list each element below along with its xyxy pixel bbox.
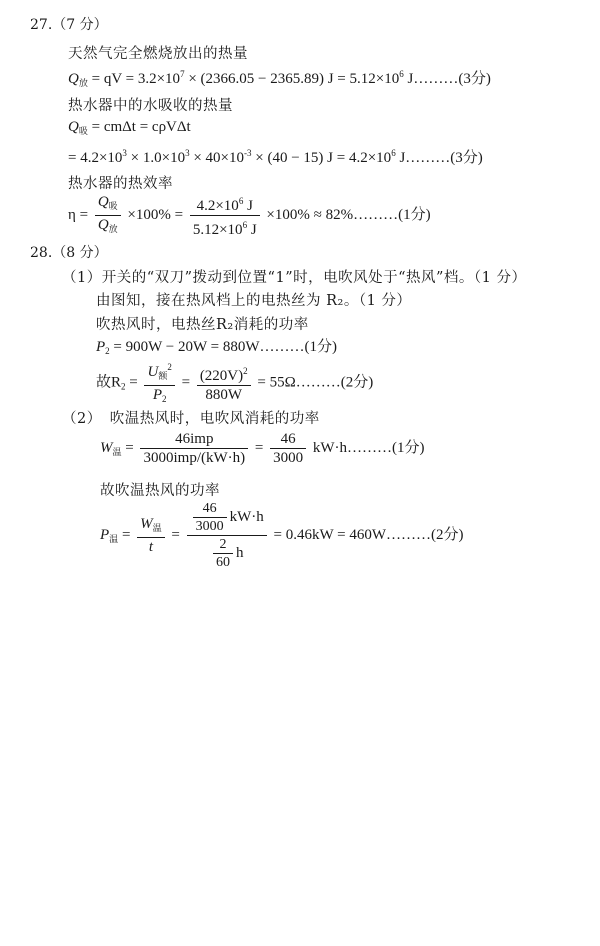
- q28-equation-6: 故$R_2$ = $\frac{U_额^2}{P_2}$ = $\frac{(220V)^2}{880W}$ = 55Ω………(2分): [96, 358, 373, 408]
- q28-equation-5: $P_2 = 900W - 20W$ = 880W………(1分): [96, 339, 337, 356]
- question-points: （7 分）: [52, 17, 108, 33]
- question-number: 27.: [30, 17, 53, 33]
- q28-part1-line2: 由图知，接在热风档上的电热丝为 R₂。（1 分）: [96, 293, 412, 309]
- q28-equation-8: $P_温$ = $\frac{W_温}{t}$ = $\frac{46}{3000}$ kW·h $\frac{2}{60}$ h = 0.46kW = 460W………(2分): [100, 501, 464, 570]
- question-points: （8 分）: [52, 245, 108, 261]
- part-label: （2）: [62, 411, 102, 427]
- part-label: （1）: [62, 270, 102, 286]
- q28-part1-line3: 吹热风时，电热丝R₂消耗的功率: [96, 317, 309, 333]
- q27-equation-4: η = $\frac{Q_吸}{Q_放}$ ×100% = $\frac{4.2\times 10^6 J}{5.12\times 10^6 J}$ ×100% ≈ 82%………(1分): [68, 194, 431, 238]
- q28-part1-line1: （1）开关的“双刀”拨动到位置“1”时，电吹风处于“热风”档。（1 分）: [62, 270, 527, 286]
- q27-line2: 热水器中的水吸收的热量: [68, 98, 233, 114]
- question-number: 28.: [30, 245, 53, 261]
- q27-line3: 热水器的热效率: [68, 176, 173, 192]
- q27-equation-1: $Q_放$ = qV = $3.2\times 10^7 \times (2366.05 - 2365.89) J = 5.12\times 10^6$ J………(3分): [68, 69, 491, 88]
- q27-equation-2: $Q_吸 = cm\Delta t = c\rho V\Delta t$: [68, 119, 191, 136]
- q28-part2-line2: 故吹温热风的功率: [100, 483, 220, 499]
- question-27-header: [30, 14, 108, 34]
- question-28-header: [30, 242, 108, 262]
- q27-line1: 天然气完全燃烧放出的热量: [68, 46, 248, 62]
- q28-equation-7: $W_温$ = $\frac{\text{46imp}}{\text{3000imp/(kW·h)}}$ = $\frac{46}{3000}$ kW·h………(1分): [100, 431, 425, 466]
- q28-part2-line1: （2） 吹温热风时，电吹风消耗的功率: [62, 411, 320, 427]
- q27-equation-3: = $4.2\times 10^3 \times 1.0\times 10^3 \times 40\times 10^{-3} \times (40 - 15) J = 4.2\times 10^6$ J………(3分): [68, 148, 483, 166]
